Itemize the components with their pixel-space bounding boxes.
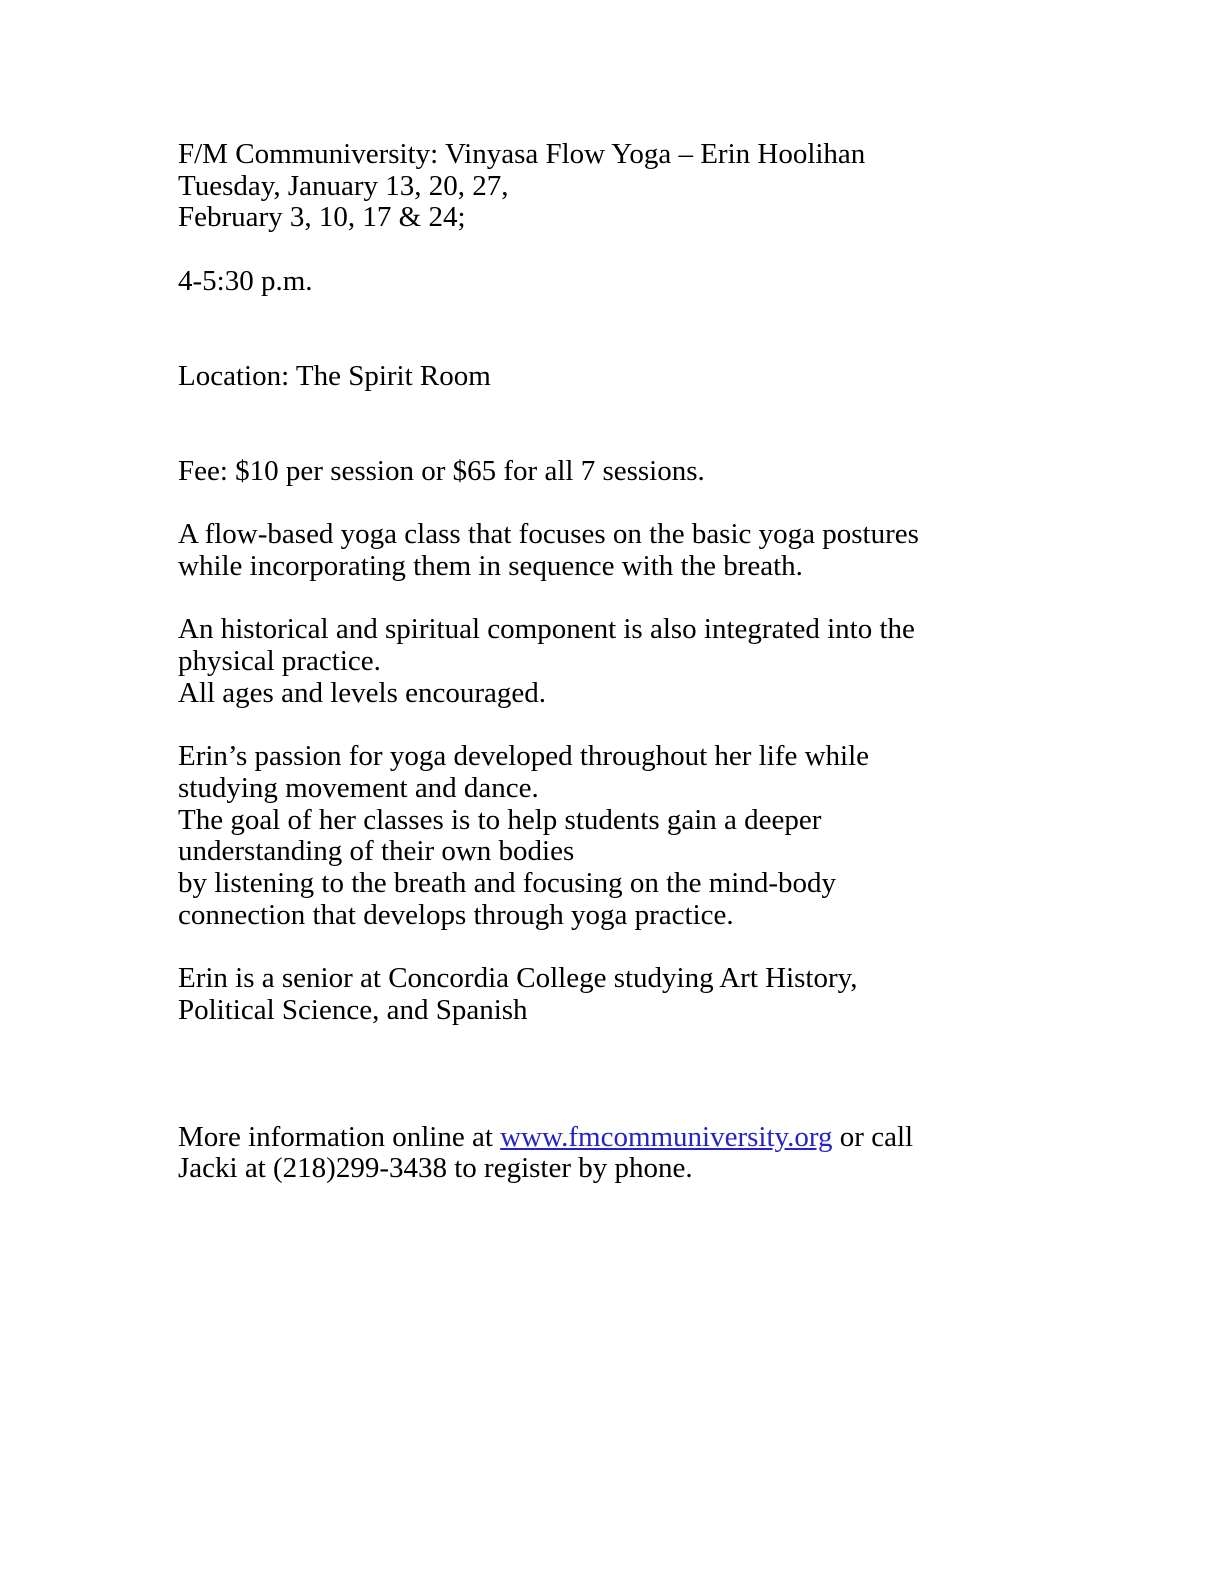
- bio-line-1: Erin’s passion for yoga developed throughout her life while: [178, 740, 870, 773]
- description-line-2: while incorporating them in sequence with the breath.: [178, 550, 803, 583]
- bio-line-4: understanding of their own bodies: [178, 835, 575, 868]
- component-line-2: physical practice.: [178, 645, 381, 678]
- website-link[interactable]: www.fmcommuniversity.org: [500, 1120, 833, 1153]
- contact-prefix: More information online at: [178, 1120, 501, 1153]
- description-line-1: A flow-based yoga class that focuses on the basic yoga postures: [178, 518, 919, 551]
- event-fee: Fee: $10 per session or $65 for all 7 sessions.: [178, 454, 705, 487]
- component-line-1: An historical and spiritual component is also integrated into the: [178, 613, 915, 646]
- contact-line-2: Jacki at (218)299-3438 to register by phone.: [178, 1152, 693, 1185]
- senior-line-1: Erin is a senior at Concordia College studying Art History,: [178, 962, 858, 995]
- event-dates-line-2: February 3, 10, 17 & 24;: [178, 201, 466, 234]
- event-time: 4-5:30 p.m.: [178, 264, 313, 297]
- bio-line-2: studying movement and dance.: [178, 771, 539, 804]
- senior-line-2: Political Science, and Spanish: [178, 993, 528, 1026]
- document-body: [178, 139, 1038, 1185]
- bio-line-6: connection that develops through yoga practice.: [178, 898, 734, 931]
- component-line-3: All ages and levels encouraged.: [178, 676, 546, 709]
- contact-suffix: or call: [832, 1120, 914, 1153]
- event-dates-line-1: Tuesday, January 13, 20, 27,: [178, 169, 509, 202]
- event-title: F/M Communiversity: Vinyasa Flow Yoga – Erin Hoolihan: [178, 138, 866, 170]
- bio-line-5: by listening to the breath and focusing on the mind-body: [178, 867, 837, 900]
- contact-line-1: [178, 1122, 1038, 1154]
- bio-line-3: The goal of her classes is to help students gain a deeper: [178, 803, 822, 836]
- event-location: Location: The Spirit Room: [178, 359, 491, 392]
